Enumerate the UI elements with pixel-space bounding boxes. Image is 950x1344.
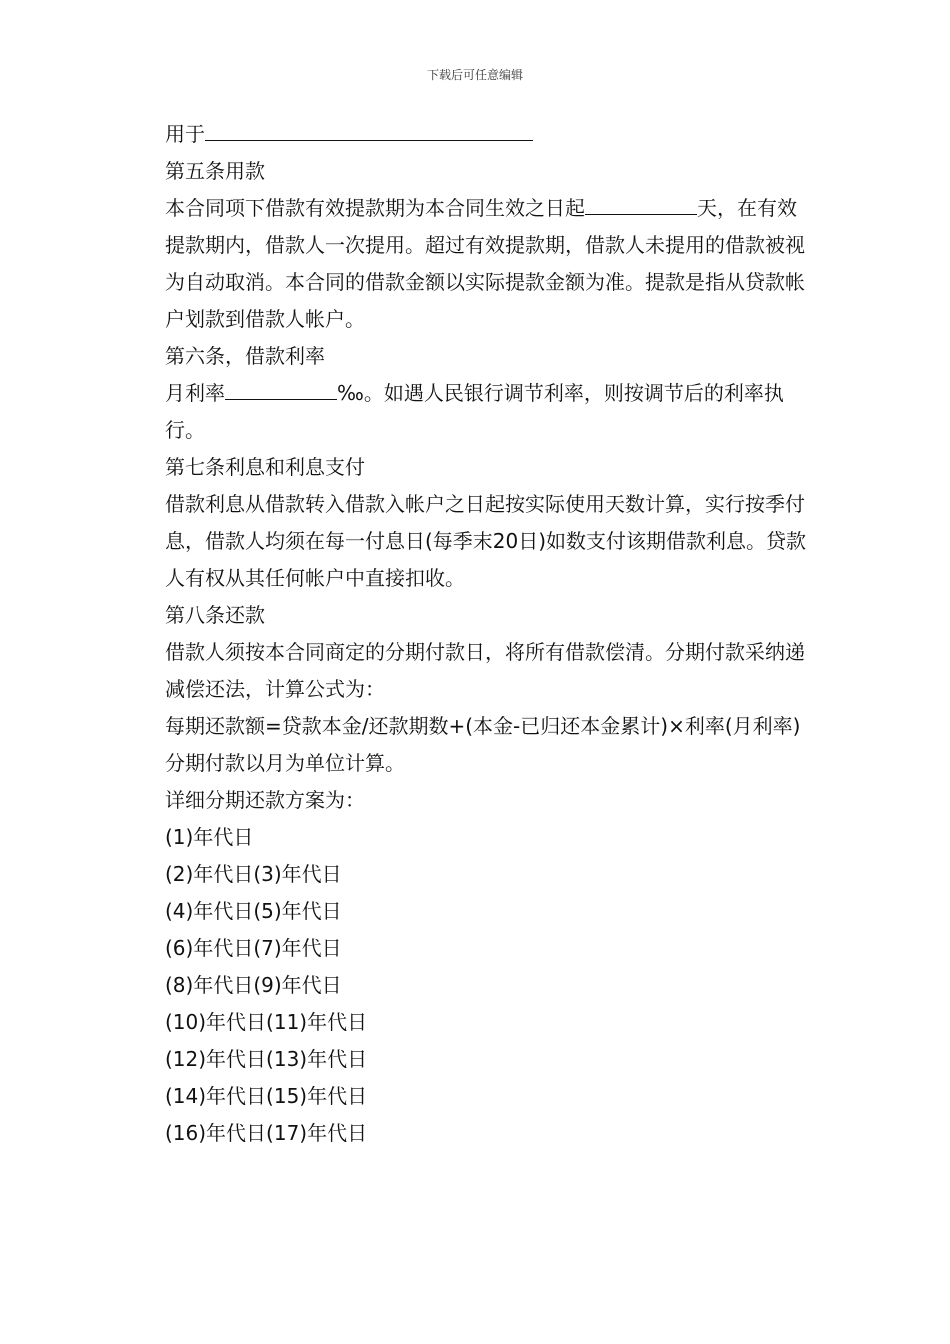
article5-text-a: 本合同项下借款有效提款期为本合同生效之日起 bbox=[165, 196, 585, 220]
page-header: 下载后可任意编辑 bbox=[426, 68, 523, 82]
days-blank bbox=[585, 194, 697, 215]
article8-schedule-intro: 详细分期还款方案为： bbox=[165, 788, 365, 812]
schedule-line: (16)年代日(17)年代日 bbox=[165, 1121, 368, 1145]
article8-paragraph: 借款人须按本合同商定的分期付款日，将所有借款偿清。分期付款采纳递减偿还法，计算公式为： bbox=[165, 640, 805, 701]
article8-title: 第八条还款 bbox=[165, 603, 265, 627]
use-blank bbox=[205, 120, 533, 141]
use-line bbox=[145, 116, 810, 153]
article7-title: 第七条利息和利息支付 bbox=[165, 455, 365, 479]
schedule-line: (14)年代日(15)年代日 bbox=[165, 1084, 368, 1108]
use-label: 用于 bbox=[165, 122, 205, 146]
article6-text-b: ‰。如遇人民银行调节利率，则按调节后的利率执行。 bbox=[165, 381, 784, 442]
schedule-line: (6)年代日(7)年代日 bbox=[165, 936, 342, 960]
article7-paragraph: 借款利息从借款转入借款入帐户之日起按实际使用天数计算，实行按季付息，借款人均须在每一付息日(每季末20日)如数支付该期借款利息。贷款人有权从其任何帐户中直接扣收。 bbox=[165, 492, 807, 590]
article6-title: 第六条，借款利率 bbox=[165, 344, 325, 368]
schedule-line: (1)年代日 bbox=[165, 825, 254, 849]
schedule-line: (8)年代日(9)年代日 bbox=[165, 973, 342, 997]
schedule-line: (2)年代日(3)年代日 bbox=[165, 862, 342, 886]
schedule-line: (12)年代日(13)年代日 bbox=[165, 1047, 368, 1071]
schedule-line: (4)年代日(5)年代日 bbox=[165, 899, 342, 923]
article8-monthly-note: 分期付款以月为单位计算。 bbox=[165, 751, 405, 775]
rate-blank bbox=[225, 379, 337, 400]
article6-paragraph bbox=[145, 375, 810, 449]
article6-text-a: 月利率 bbox=[165, 381, 225, 405]
document-body bbox=[145, 116, 810, 1152]
schedule-line: (10)年代日(11)年代日 bbox=[165, 1010, 368, 1034]
article5-text-b: 天，在有效提款期内，借款人一次提用。超过有效提款期，借款人未提用的借款被视为自动取消。本合同的借款金额以实际提款金额为准。提款是指从贷款帐户划款到借款人帐户。 bbox=[165, 196, 805, 331]
repayment-formula: 每期还款额=贷款本金/还款期数+(本金-已归还本金累计)×利率(月利率) bbox=[165, 714, 801, 738]
article5-paragraph bbox=[145, 190, 810, 338]
article5-title: 第五条用款 bbox=[165, 159, 265, 183]
